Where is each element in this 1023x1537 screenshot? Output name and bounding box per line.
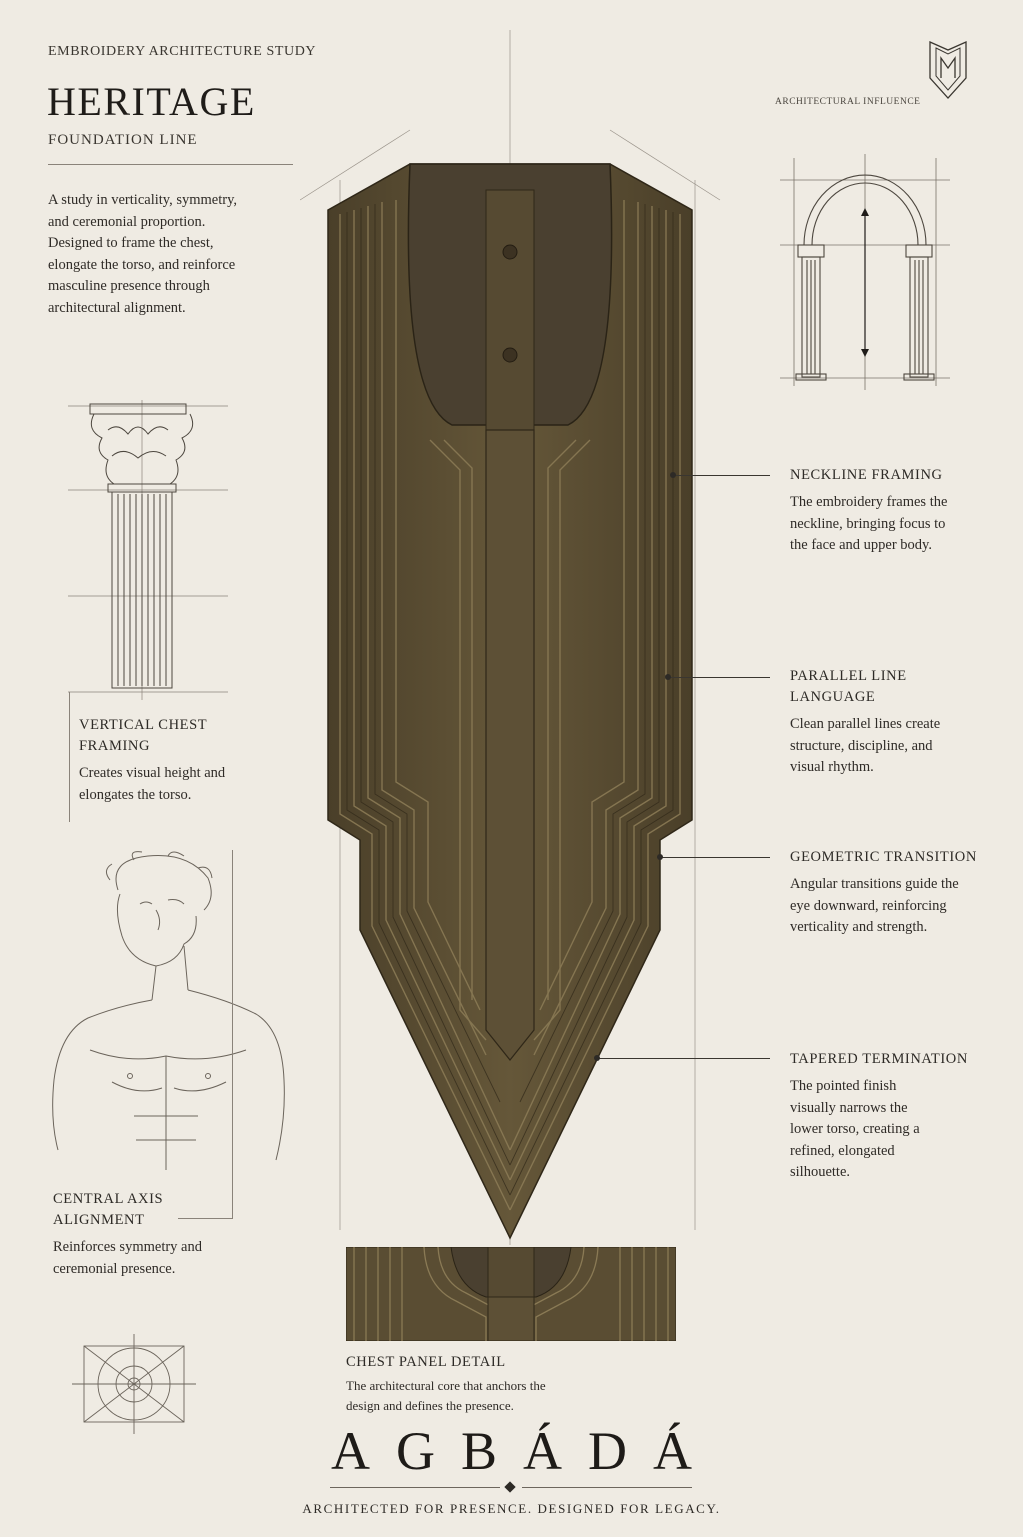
note-text: The embroidery frames the neckline, bringing focus to the face and upper body. xyxy=(790,494,948,553)
corinthian-column-sketch xyxy=(68,400,228,700)
note-parallel-line-language xyxy=(790,666,990,779)
note-text: Clean parallel lines create structure, discipline, and visual rhythm. xyxy=(790,716,941,775)
leader-dot xyxy=(657,854,663,860)
proportion-grid-sketch xyxy=(72,1334,196,1434)
detail-title: CHEST PANEL DETAIL xyxy=(346,1354,506,1370)
note-vertical-chest-framing xyxy=(79,715,239,806)
leader-dot xyxy=(670,472,676,478)
note-title: NECKLINE FRAMING xyxy=(790,467,943,483)
detail-text: The architectural core that anchors the design and defines the presence. xyxy=(346,1378,546,1413)
note-connector xyxy=(232,850,233,1219)
influence-label: ARCHITECTURAL INFLUENCE xyxy=(775,97,921,107)
eyebrow: EMBROIDERY ARCHITECTURE STUDY xyxy=(48,44,317,59)
page-title: HERITAGE xyxy=(47,79,256,124)
leader-line xyxy=(660,857,770,858)
note-text: Angular transitions guide the eye downward, reinforcing verticality and strength. xyxy=(790,876,959,935)
page-subtitle: FOUNDATION LINE xyxy=(48,132,198,148)
agbada-embroidery-panel xyxy=(320,150,700,1245)
note-title: TAPERED TERMINATION xyxy=(790,1051,968,1067)
note-title: CENTRAL AXIS ALIGNMENT xyxy=(53,1191,164,1228)
brand-wordmark: AGBÁDÁ xyxy=(330,1421,718,1481)
leader-line xyxy=(597,1058,770,1059)
diamond-ornament-icon xyxy=(504,1481,515,1492)
leader-line xyxy=(673,475,770,476)
arch-sketch xyxy=(780,150,950,390)
note-tapered-termination xyxy=(790,1049,990,1184)
note-title: VERTICAL CHEST FRAMING xyxy=(79,717,207,754)
classical-bust-sketch xyxy=(38,850,298,1180)
brand-tagline: ARCHITECTED FOR PRESENCE. DESIGNED FOR LEGACY. xyxy=(302,1501,721,1516)
note-text: The pointed finish visually narrows the lower torso, creating a refined, elongated silhouette. xyxy=(790,1078,920,1180)
leader-dot xyxy=(594,1055,600,1061)
note-text: Reinforces symmetry and ceremonial presence. xyxy=(53,1239,202,1277)
note-connector xyxy=(69,692,70,822)
note-neckline-framing xyxy=(790,465,980,557)
note-title: GEOMETRIC TRANSITION xyxy=(790,849,977,865)
note-title: PARALLEL LINE LANGUAGE xyxy=(790,668,907,705)
header-divider xyxy=(48,164,293,165)
monogram-emblem-icon xyxy=(926,38,970,107)
note-geometric-transition xyxy=(790,847,990,939)
leader-dot xyxy=(665,674,671,680)
leader-line xyxy=(668,677,770,678)
note-central-axis-alignment xyxy=(53,1189,203,1280)
brand-rule-right xyxy=(522,1487,692,1488)
detail-caption xyxy=(346,1352,576,1416)
chest-panel-detail-swatch xyxy=(346,1247,676,1346)
note-text: Creates visual height and elongates the torso. xyxy=(79,765,226,803)
brand-rule-left xyxy=(330,1487,500,1488)
intro-text: A study in verticality, symmetry, and ceremonial proportion. Designed to frame the chest, elongate the torso, and reinforce masculine presence through architectural alignment. xyxy=(48,192,238,316)
